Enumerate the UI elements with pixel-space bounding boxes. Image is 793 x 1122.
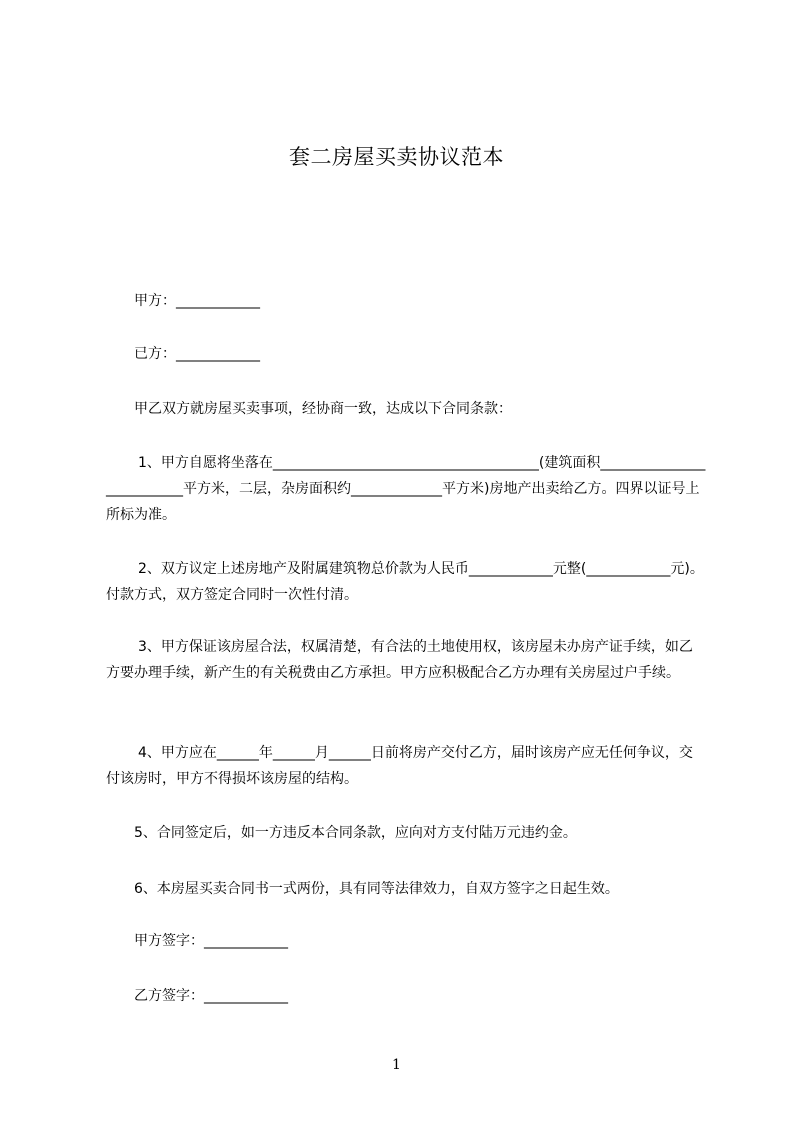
- clause-4: 4、甲方应在______年______月______日前将房产交付乙方，届时该房产应无任何争议，交付该房时，甲方不得损坏该房屋的结构。: [106, 745, 693, 787]
- clause-6: 6、本房屋买卖合同书一式两份，具有同等法律效力，自双方签字之日起生效。: [134, 881, 619, 897]
- party-a-line: 甲方：____________: [134, 293, 260, 309]
- signature-party-b: 乙方签字：____________: [134, 988, 288, 1004]
- page-number: 1: [392, 1057, 401, 1073]
- clause-5: 5、合同签定后，如一方违反本合同条款，应向对方支付陆万元违约金。: [134, 825, 577, 841]
- document-title: 套二房屋买卖协议范本: [289, 145, 504, 169]
- clause-1: 1、甲方自愿将坐落在______________________________________(建筑面积__________________________平方米，二层，杂房面积约_____________平方米)房地产出卖给乙方。四界以证号上所标为准。: [106, 455, 706, 523]
- party-b-line: 已方：____________: [134, 346, 260, 362]
- signature-party-a: 甲方签字：____________: [134, 933, 288, 949]
- clause-2: 2、双方议定上述房地产及附属建筑物总价款为人民币____________元整(____________元)。付款方式，双方签定合同时一次性付清。: [106, 561, 704, 603]
- intro-paragraph: 甲乙双方就房屋买卖事项，经协商一致，达成以下合同条款：: [134, 401, 512, 417]
- clause-3: 3、甲方保证该房屋合法，权属清楚，有合法的土地使用权，该房屋未办房产证手续，如乙方要办理手续，新产生的有关税费由乙方承担。甲方应积极配合乙方办理有关房屋过户手续。: [106, 639, 693, 681]
